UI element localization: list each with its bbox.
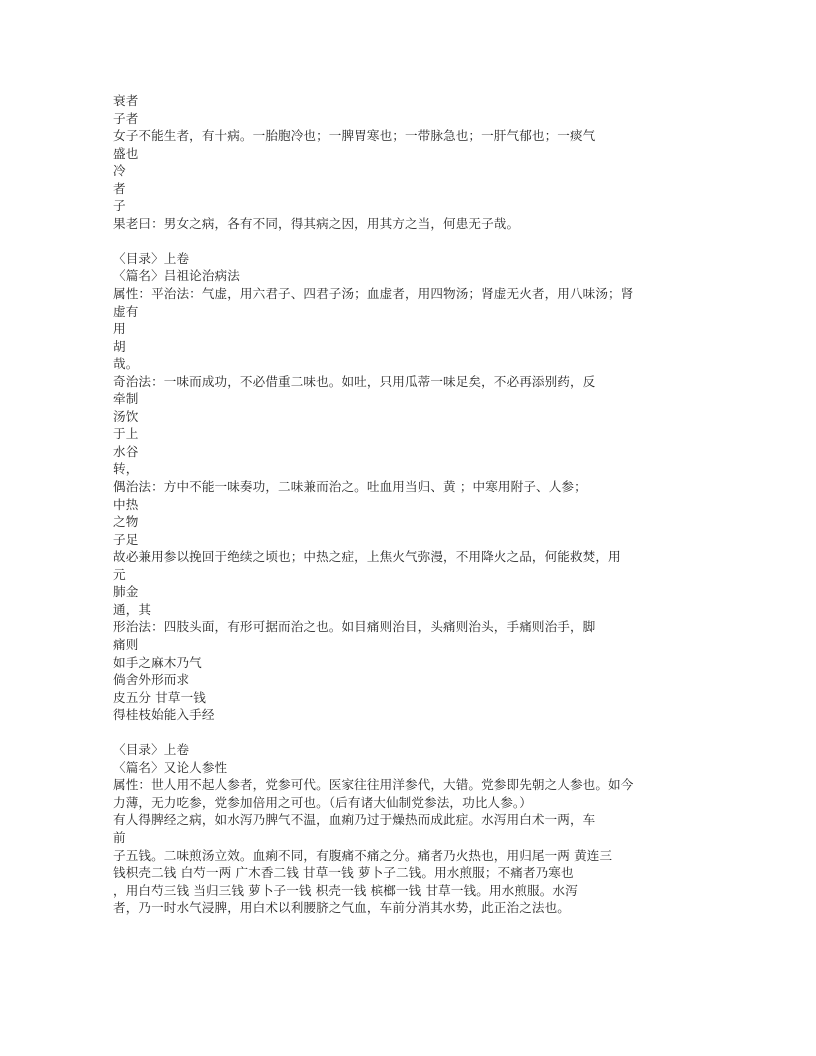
text-line: 力薄，无力吃参，党参加倍用之可也。（后有诸大仙制党参法，功比人参。）: [113, 794, 532, 810]
text-line: 通，其: [113, 601, 152, 617]
text-line: 衰者: [113, 93, 139, 108]
text-line: 皮五分 甘草一钱: [113, 689, 206, 705]
text-line: 属性：世人用不起人参者，党参可代。医家往往用洋参代，大错。党参即先朝之人参也。如今: [113, 777, 634, 793]
text-line: 于上: [113, 426, 139, 442]
text-line: 之物: [113, 514, 139, 530]
text-line: 〈篇名〉吕祖论治病法: [113, 268, 240, 284]
text-line: 用: [113, 321, 126, 337]
text-line: 者: [113, 180, 126, 196]
text-line: 〈篇名〉又论人参性: [113, 759, 228, 775]
text-line: 子足: [113, 531, 139, 547]
document-text-body: [113, 92, 713, 917]
text-line: 虚有: [113, 303, 139, 319]
text-line: 属性：平治法：气虚，用六君子、四君子汤；血虚者，用四物汤；肾虚无火者，用八味汤；肾: [113, 286, 634, 302]
text-line: 哉。: [113, 356, 139, 372]
text-line: 〈目录〉上卷: [113, 250, 190, 266]
text-line: 前: [113, 829, 126, 845]
text-line: 如手之麻木乃气: [113, 654, 202, 670]
text-line: 水谷: [113, 443, 139, 459]
text-line: 汤饮: [113, 408, 139, 424]
text-line: 得桂枝始能入手经: [113, 707, 215, 723]
text-line: 倘舍外形而求: [113, 672, 190, 688]
text-line: 有人得脾经之病，如水泻乃脾气不温，血痢乃过于燥热而成此症。水泻用白术一两，车: [113, 812, 596, 828]
text-line: 元: [113, 566, 126, 582]
text-line: 果老曰：男女之病，各有不同，得其病之因，用其方之当，何患无子哉。: [113, 215, 520, 231]
text-line: 形治法：四肢头面，有形可据而治之也。如目痛则治目，头痛则治头，手痛则治手，脚: [113, 619, 596, 635]
blank-line: [113, 724, 713, 742]
text-line: 钱枳壳二钱 白芍一两 广木香二钱 甘草一钱 萝卜子二钱。用水煎服；不痛者乃寒也: [113, 865, 574, 881]
text-line: 子五钱。二味煎汤立效。血痢不同，有腹痛不痛之分。痛者乃火热也，用归尾一两 黄连三: [113, 847, 613, 863]
text-line: ，用白芍三钱 当归三钱 萝卜子一钱 枳壳一钱 槟榔一钱 甘草一钱。用水煎服。水泻: [113, 882, 578, 898]
text-line: 中热: [113, 496, 139, 512]
text-line: 盛也: [113, 145, 139, 161]
text-line: 〈目录〉上卷: [113, 742, 190, 758]
text-line: 奇治法：一味而成功，不必借重二味也。如吐，只用瓜蒂一味足矣，不必再添别药，反: [113, 373, 596, 389]
text-line: 偶治法：方中不能一味奏功，二味兼而治之。吐血用当归、黄 ；中寒用附子、人参；: [113, 479, 587, 495]
text-line: 冷: [113, 163, 126, 179]
text-line: 子者: [113, 110, 139, 126]
text-line: 肺金: [113, 584, 139, 600]
text-line: 者，乃一时水气浸脾，用白术以利腰脐之气血，车前分消其水势，此正治之法也。: [113, 900, 570, 916]
text-line: 故必兼用参以挽回于绝续之顷也；中热之症，上焦火气弥漫，不用降火之品，何能救焚，用: [113, 549, 621, 565]
text-line: 转，: [113, 461, 139, 477]
text-line: 牵制: [113, 391, 139, 407]
text-line: 痛则: [113, 636, 139, 652]
text-line: 女子不能生者，有十病。一胎胞冷也；一脾胃寒也；一带脉急也；一肝气郁也；一痰气: [113, 128, 596, 144]
blank-line: [113, 232, 713, 250]
text-line: 胡: [113, 338, 126, 354]
text-line: 子: [113, 198, 126, 214]
